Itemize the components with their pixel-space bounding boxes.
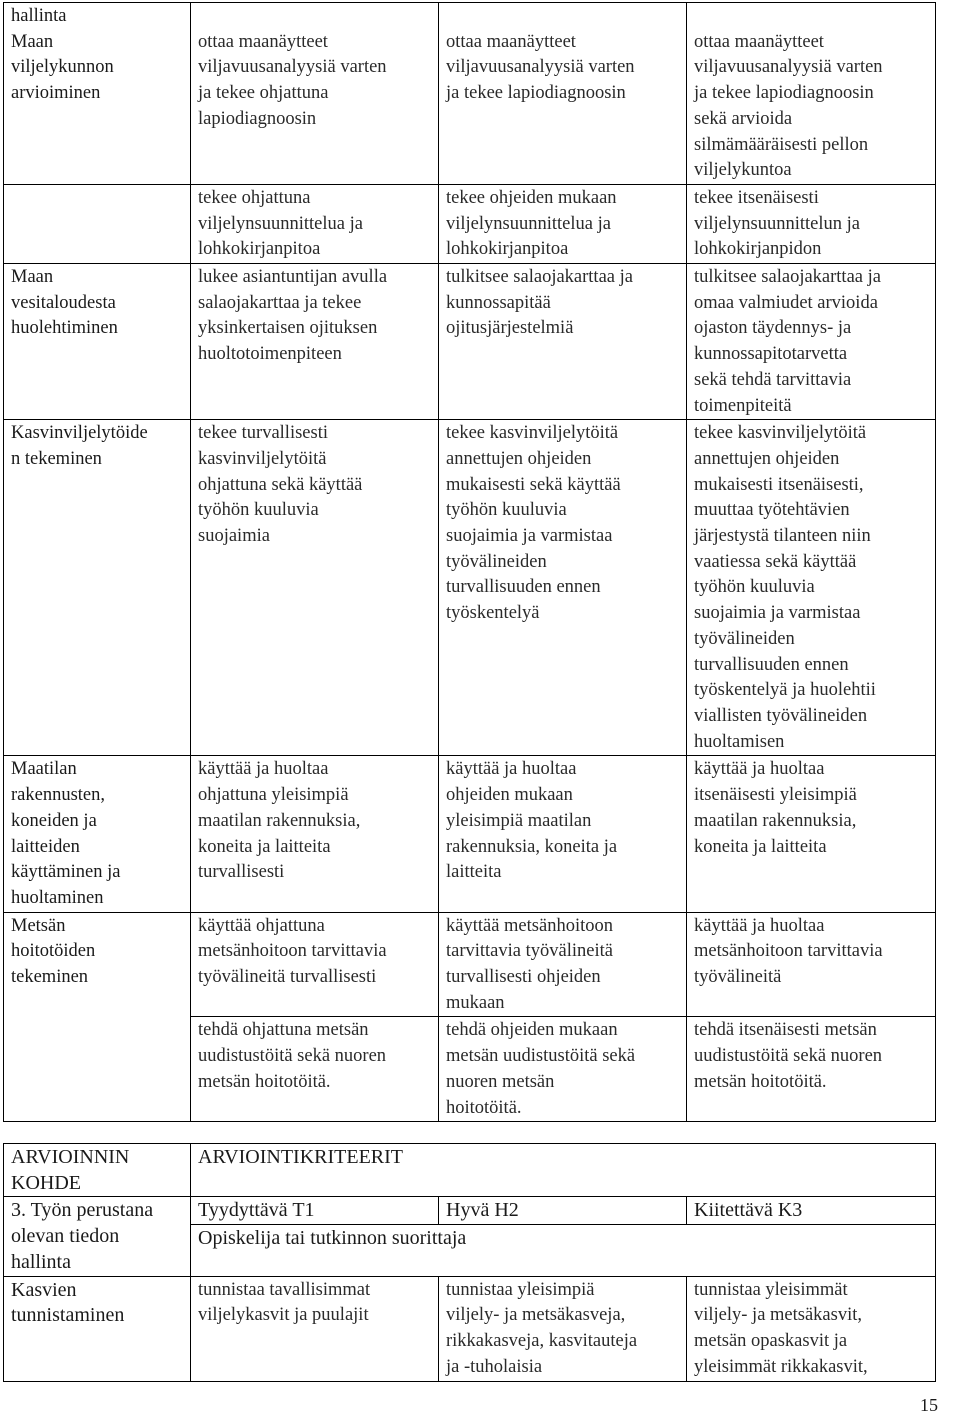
topic-cell: [4, 184, 191, 263]
table-row: [4, 184, 936, 263]
table-row: [4, 1276, 936, 1381]
t1-cell: lukee asiantuntijan avulla salaojakarttaa ja tekee yksinkertaisen ojituksen huoltotoimenpiteen: [191, 264, 439, 420]
topic-cell: Maan vesitaloudesta huolehtiminen: [4, 264, 191, 420]
h2-cell: tekee kasvinviljelytöitä annettujen ohjeiden mukaisesti sekä käyttää työhön kuuluvia suojaimia ja varmistaa työvälineiden turvallisuuden ennen työskentelyä: [439, 420, 687, 756]
header-assessment-criteria: ARVIOINTIKRITEERIT: [191, 1144, 936, 1197]
t1-cell: tunnistaa tavallisimmat viljelykasvit ja puulajit: [191, 1276, 439, 1381]
table-row: [4, 912, 936, 1017]
topic-cell: Kasvinviljelytöide n tekeminen: [4, 420, 191, 756]
k3-cell: tekee kasvinviljelytöitä annettujen ohjeiden mukaisesti itsenäisesti, muuttaa työtehtävien järjestystä tilanteen niin vaatiessa sekä käyttää työhön kuuluvia suojaimia ja varmistaa työvälineiden turvallisuuden ennen työskentelyä ja huolehtii viallisten työvälineiden huoltamisen: [687, 420, 936, 756]
k3-cell: ottaa maanäytteet viljavuusanalyysiä varten ja tekee lapiodiagnoosin sekä arvioida silmämääräisesti pellon viljelykuntoa: [687, 3, 936, 185]
h2-cell: käyttää metsänhoitoon tarvittavia työvälineitä turvallisesti ohjeiden mukaan: [439, 912, 687, 1017]
grade-k3: Kiitettävä K3: [687, 1197, 936, 1225]
topic-cell: Maatilan rakennusten, koneiden ja laitteiden käyttäminen ja huoltaminen: [4, 756, 191, 912]
h2-cell: ottaa maanäytteet viljavuusanalyysiä varten ja tekee lapiodiagnoosin: [439, 3, 687, 185]
table-row: [4, 756, 936, 912]
t1-cell: tekee ohjattuna viljelynsuunnittelua ja lohkokirjanpitoa: [191, 184, 439, 263]
t1-cell: käyttää ja huoltaa ohjattuna yleisimpiä maatilan rakennuksia, koneita ja laitteita turvallisesti: [191, 756, 439, 912]
grade-t1: Tyydyttävä T1: [191, 1197, 439, 1225]
k3-cell: tulkitsee salaojakarttaa ja omaa valmiudet arvioida ojaston täydennys- ja kunnossapitotarvetta sekä tehdä tarvittavia toimenpiteitä: [687, 264, 936, 420]
topic-cell: Metsän hoitotöiden tekeminen: [4, 912, 191, 1122]
table-row: [4, 3, 936, 185]
criteria-table-lower: [3, 1143, 936, 1382]
k3-cell: tehdä itsenäisesti metsän uudistustöitä sekä nuoren metsän hoitotöitä.: [687, 1017, 936, 1122]
t1-cell: käyttää ohjattuna metsänhoitoon tarvittavia työvälineitä turvallisesti: [191, 912, 439, 1017]
subject-line: Opiskelija tai tutkinnon suorittaja: [191, 1225, 936, 1276]
header-assessment-target: ARVIOINNIN KOHDE: [4, 1144, 191, 1197]
t1-cell: tekee turvallisesti kasvinviljelytöitä ohjattuna sekä käyttää työhön kuuluvia suojaimia: [191, 420, 439, 756]
table-row: [4, 420, 936, 756]
h2-cell: tunnistaa yleisimpiä viljely- ja metsäkasveja, rikkakasveja, kasvitauteja ja -tuholaisia: [439, 1276, 687, 1381]
h2-cell: tekee ohjeiden mukaan viljelynsuunnittelua ja lohkokirjanpitoa: [439, 184, 687, 263]
k3-cell: tekee itsenäisesti viljelynsuunnittelun ja lohkokirjanpidon: [687, 184, 936, 263]
k3-cell: käyttää ja huoltaa itsenäisesti yleisimpiä maatilan rakennuksia, koneita ja laitteita: [687, 756, 936, 912]
table-row: [4, 264, 936, 420]
h2-cell: käyttää ja huoltaa ohjeiden mukaan yleisimpiä maatilan rakennuksia, koneita ja laitteita: [439, 756, 687, 912]
section-title: 3. Työn perustana olevan tiedon hallinta: [4, 1197, 191, 1276]
table-header-row: [4, 1144, 936, 1197]
k3-cell: tunnistaa yleisimmät viljely- ja metsäkasvit, metsän opaskasvit ja yleisimmät rikkakasvit,: [687, 1276, 936, 1381]
grade-row: [4, 1197, 936, 1225]
topic-cell: Kasvien tunnistaminen: [4, 1276, 191, 1381]
page-number: 15: [920, 1395, 938, 1415]
topic-cell: hallinta Maan viljelykunnon arvioiminen: [4, 3, 191, 185]
t1-cell: tehdä ohjattuna metsän uudistustöitä sekä nuoren metsän hoitotöitä.: [191, 1017, 439, 1122]
k3-cell: käyttää ja huoltaa metsänhoitoon tarvittavia työvälineitä: [687, 912, 936, 1017]
h2-cell: tehdä ohjeiden mukaan metsän uudistustöitä sekä nuoren metsän hoitotöitä.: [439, 1017, 687, 1122]
t1-cell: ottaa maanäytteet viljavuusanalyysiä varten ja tekee ohjattuna lapiodiagnoosin: [191, 3, 439, 185]
grade-h2: Hyvä H2: [439, 1197, 687, 1225]
criteria-table-upper: [3, 2, 936, 1122]
h2-cell: tulkitsee salaojakarttaa ja kunnossapitää ojitusjärjestelmiä: [439, 264, 687, 420]
